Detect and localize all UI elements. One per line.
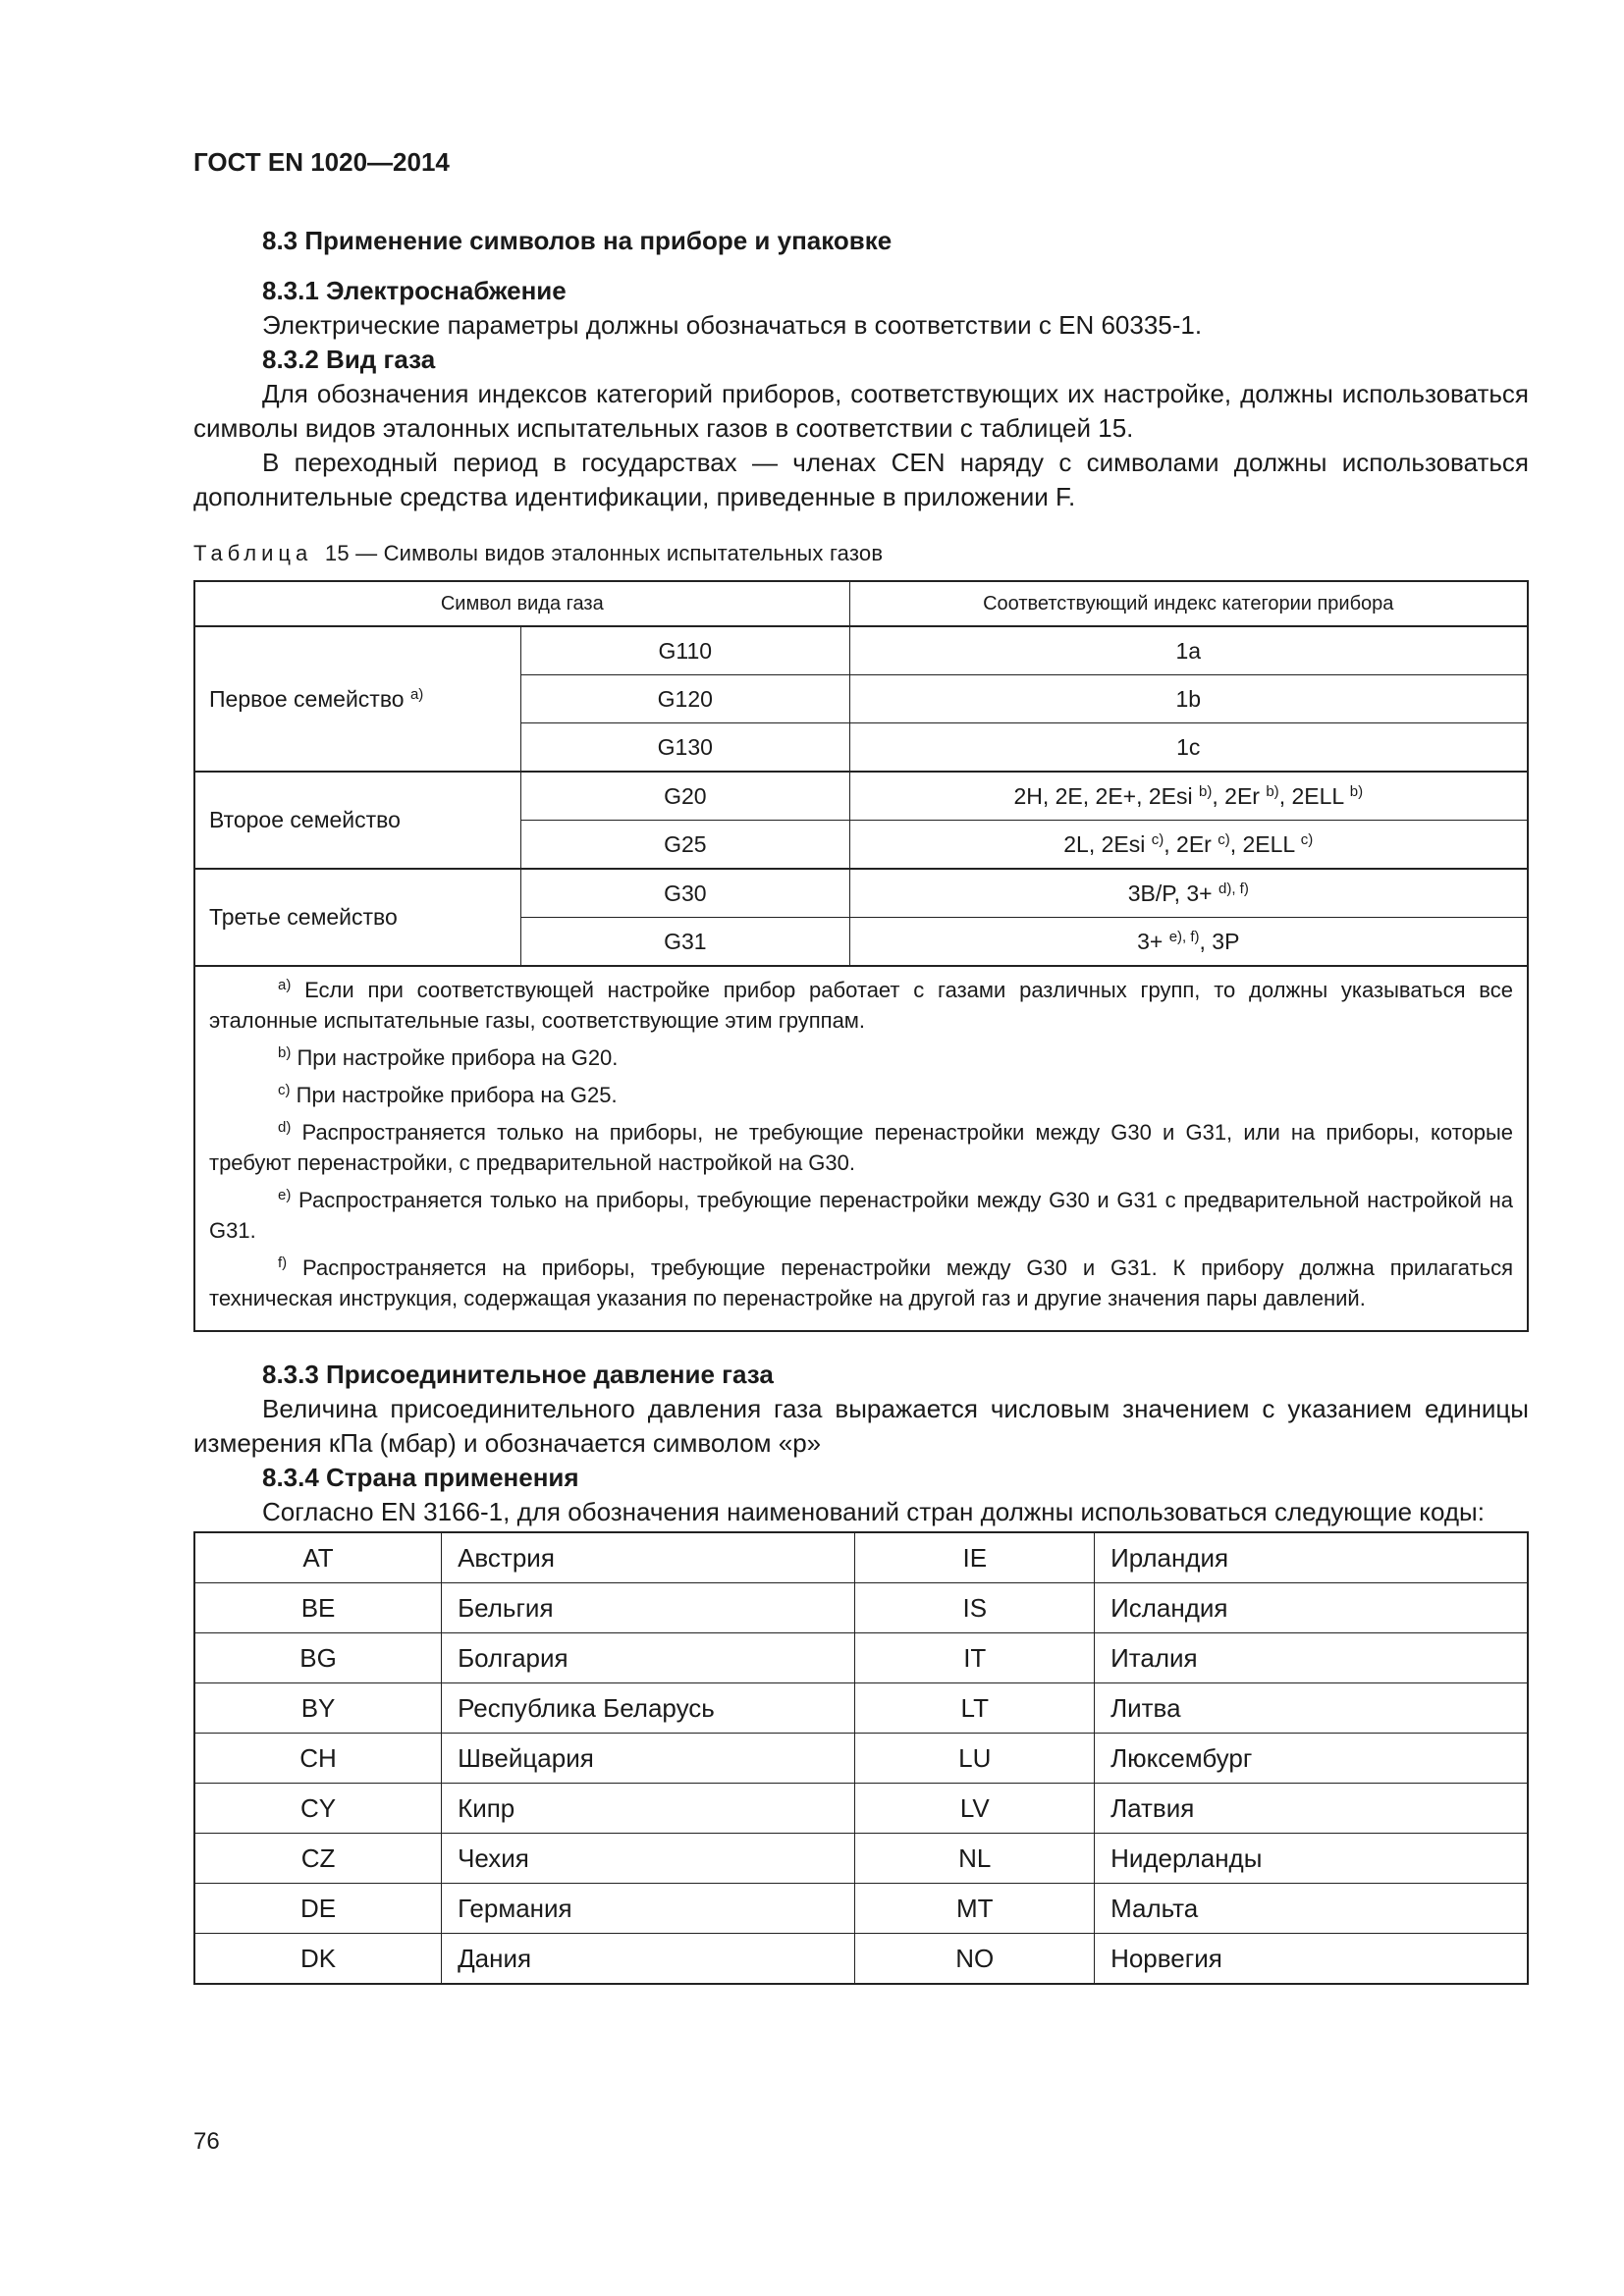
note-text: Распространяется только на приборы, требующие перенастройки между G30 и G31 с предварительной настройкой на G31. [209, 1188, 1513, 1243]
category-index-cell [849, 869, 1528, 918]
table-row [194, 1532, 1528, 1583]
index-text: , 2ELL [1278, 782, 1350, 809]
section-8-3-2-title: 8.3.2 Вид газа [262, 345, 436, 374]
section-8-3-1-text: Электрические параметры должны обозначаться в соответствии с EN 60335-1. [262, 310, 1203, 340]
country-name-cell: Ирландия [1095, 1532, 1528, 1583]
gas-symbol-cell: G130 [521, 723, 849, 773]
table-note [209, 1185, 1513, 1246]
country-name-cell: Италия [1095, 1633, 1528, 1683]
table-15-caption-word: Таблица [193, 541, 313, 565]
country-code-cell: LV [855, 1784, 1095, 1834]
section-8-3-4-title: 8.3.4 Страна применения [262, 1463, 579, 1492]
note-mark: f) [278, 1255, 288, 1271]
category-index-cell [849, 918, 1528, 967]
country-code-cell: BE [194, 1583, 442, 1633]
table-row [194, 626, 1528, 675]
gas-symbol-cell: G31 [521, 918, 849, 967]
family-1-label: Первое семейство [209, 685, 405, 712]
footnote-mark: c) [1300, 830, 1314, 848]
note-text: При настройке прибора на G20. [297, 1045, 619, 1070]
table-note [209, 1253, 1513, 1313]
table-row [194, 1784, 1528, 1834]
note-mark: e) [278, 1187, 292, 1203]
note-text: Распространяется только на приборы, не требующие перенастройки между G30 и G31, или на приборы, которые требуют перенастройки, с предварительной настройкой на G30. [209, 1120, 1513, 1175]
gas-symbol-cell: G110 [521, 626, 849, 675]
footnote-mark: b) [1349, 782, 1364, 800]
family-1-footnote-mark: a) [409, 685, 424, 703]
table-15-col-header-index: Соответствующий индекс категории прибора [849, 581, 1528, 626]
section-8-3-3-text: Величина присоединительного давления газа выражается числовым значением с указанием единицы измерения кПа (мбар) и обозначается символом «р» [193, 1394, 1529, 1458]
country-code-cell: IE [855, 1532, 1095, 1583]
section-8-3-3-title: 8.3.3 Присоединительное давление газа [262, 1360, 774, 1389]
country-name-cell: Болгария [442, 1633, 855, 1683]
country-name-cell: Чехия [442, 1834, 855, 1884]
country-code-cell: LT [855, 1683, 1095, 1734]
country-name-cell: Кипр [442, 1784, 855, 1834]
index-text: 2L, 2Esi [1063, 830, 1152, 857]
section-8-3-2-para-2: В переходный период в государствах — членах CEN наряду с символами должны использоваться дополнительные средства идентификации, приведенные в приложении F. [193, 448, 1529, 511]
country-name-cell: Литва [1095, 1683, 1528, 1734]
table-15-caption [193, 536, 1529, 570]
country-code-cell: LU [855, 1734, 1095, 1784]
table-row [194, 1834, 1528, 1884]
gas-symbol-cell: G25 [521, 821, 849, 870]
country-name-cell: Республика Беларусь [442, 1683, 855, 1734]
country-name-cell: Бельгия [442, 1583, 855, 1633]
table-15-notes-row [194, 966, 1528, 1331]
section-8-3-4-text: Согласно EN 3166-1, для обозначения наименований стран должны использоваться следующие коды: [262, 1497, 1485, 1526]
footnote-mark: e), f) [1168, 928, 1200, 945]
country-name-cell: Германия [442, 1884, 855, 1934]
page-number: 76 [193, 2128, 220, 2155]
country-name-cell: Швейцария [442, 1734, 855, 1784]
footnote-mark: b) [1199, 782, 1213, 800]
gas-symbol-cell: G20 [521, 772, 849, 821]
table-note [209, 1042, 1513, 1073]
section-8-3-title: 8.3 Применение символов на приборе и упаковке [262, 226, 893, 255]
table-row [194, 1683, 1528, 1734]
country-name-cell: Дания [442, 1934, 855, 1985]
note-mark: d) [278, 1119, 292, 1136]
category-index-cell: 1b [849, 675, 1528, 723]
country-code-cell: CZ [194, 1834, 442, 1884]
note-text: Если при соответствующей настройке прибор работает с газами различных групп, то должны указываться все эталонные испытательные газы, соответствующие этим группам. [209, 978, 1513, 1033]
country-code-cell: DE [194, 1884, 442, 1934]
country-code-cell: MT [855, 1884, 1095, 1934]
index-text: 3B/P, 3+ [1127, 880, 1218, 906]
footnote-mark: d), f) [1218, 880, 1249, 897]
index-text: , 2Er [1164, 830, 1218, 857]
country-name-cell: Норвегия [1095, 1934, 1528, 1985]
table-row [194, 1734, 1528, 1784]
country-name-cell: Мальта [1095, 1884, 1528, 1934]
note-text: Распространяется на приборы, требующие перенастройки между G30 и G31. К прибору должна прилагаться техническая инструкция, содержащая указания по перенастройке на другой газ и другие значения пары давлений. [209, 1255, 1513, 1310]
gas-symbol-cell: G30 [521, 869, 849, 918]
table-15-notes [194, 966, 1528, 1331]
table-row [194, 1884, 1528, 1934]
section-8-3-1-title: 8.3.1 Электроснабжение [262, 276, 567, 305]
section-8-3-2-para-1: Для обозначения индексов категорий приборов, соответствующих их настройке, должны использоваться символы видов эталонных испытательных газов в соответствии с таблицей 15. [193, 379, 1529, 443]
country-code-cell: AT [194, 1532, 442, 1583]
country-code-cell: CY [194, 1784, 442, 1834]
family-3-label: Третье семейство [194, 869, 521, 966]
footnote-mark: c) [1218, 830, 1230, 848]
country-code-cell: BG [194, 1633, 442, 1683]
country-name-cell: Исландия [1095, 1583, 1528, 1633]
document-id: ГОСТ EN 1020—2014 [193, 147, 450, 177]
category-index-cell: 1c [849, 723, 1528, 773]
footnote-mark: b) [1266, 782, 1279, 800]
footnote-mark: c) [1151, 830, 1164, 848]
index-text: , 2ELL [1229, 830, 1301, 857]
note-mark: a) [278, 977, 292, 993]
table-note [209, 975, 1513, 1036]
index-text: 2H, 2E, 2E+, 2Esi [1013, 782, 1200, 809]
country-code-cell: IT [855, 1633, 1095, 1683]
table-note [209, 1080, 1513, 1110]
table-15-header-row [194, 581, 1528, 626]
note-text: При настройке прибора на G25. [296, 1083, 618, 1107]
category-index-cell: 1a [849, 626, 1528, 675]
table-row [194, 1583, 1528, 1633]
family-1-cell [194, 626, 521, 772]
country-codes-body [194, 1532, 1528, 1984]
country-name-cell: Австрия [442, 1532, 855, 1583]
country-name-cell: Люксембург [1095, 1734, 1528, 1784]
note-mark: b) [278, 1044, 292, 1061]
country-codes-table [193, 1531, 1529, 1985]
table-15 [193, 580, 1529, 1332]
country-code-cell: NO [855, 1934, 1095, 1985]
gas-symbol-cell: G120 [521, 675, 849, 723]
table-row [194, 772, 1528, 821]
table-row [194, 869, 1528, 918]
index-text: , 3P [1199, 928, 1240, 954]
table-row [194, 1934, 1528, 1985]
category-index-cell [849, 821, 1528, 870]
family-2-label: Второе семейство [194, 772, 521, 869]
country-code-cell: DK [194, 1934, 442, 1985]
page-body [193, 224, 1529, 1985]
country-code-cell: BY [194, 1683, 442, 1734]
category-index-cell [849, 772, 1528, 821]
country-code-cell: CH [194, 1734, 442, 1784]
table-note [209, 1117, 1513, 1178]
country-name-cell: Латвия [1095, 1784, 1528, 1834]
note-mark: c) [278, 1082, 291, 1098]
country-name-cell: Нидерланды [1095, 1834, 1528, 1884]
country-code-cell: NL [855, 1834, 1095, 1884]
table-15-col-header-symbol: Символ вида газа [194, 581, 849, 626]
table-15-caption-text: 15 — Символы видов эталонных испытательных газов [324, 541, 884, 565]
country-code-cell: IS [855, 1583, 1095, 1633]
index-text: , 2Er [1212, 782, 1267, 809]
table-row [194, 1633, 1528, 1683]
index-text: 3+ [1137, 928, 1169, 954]
